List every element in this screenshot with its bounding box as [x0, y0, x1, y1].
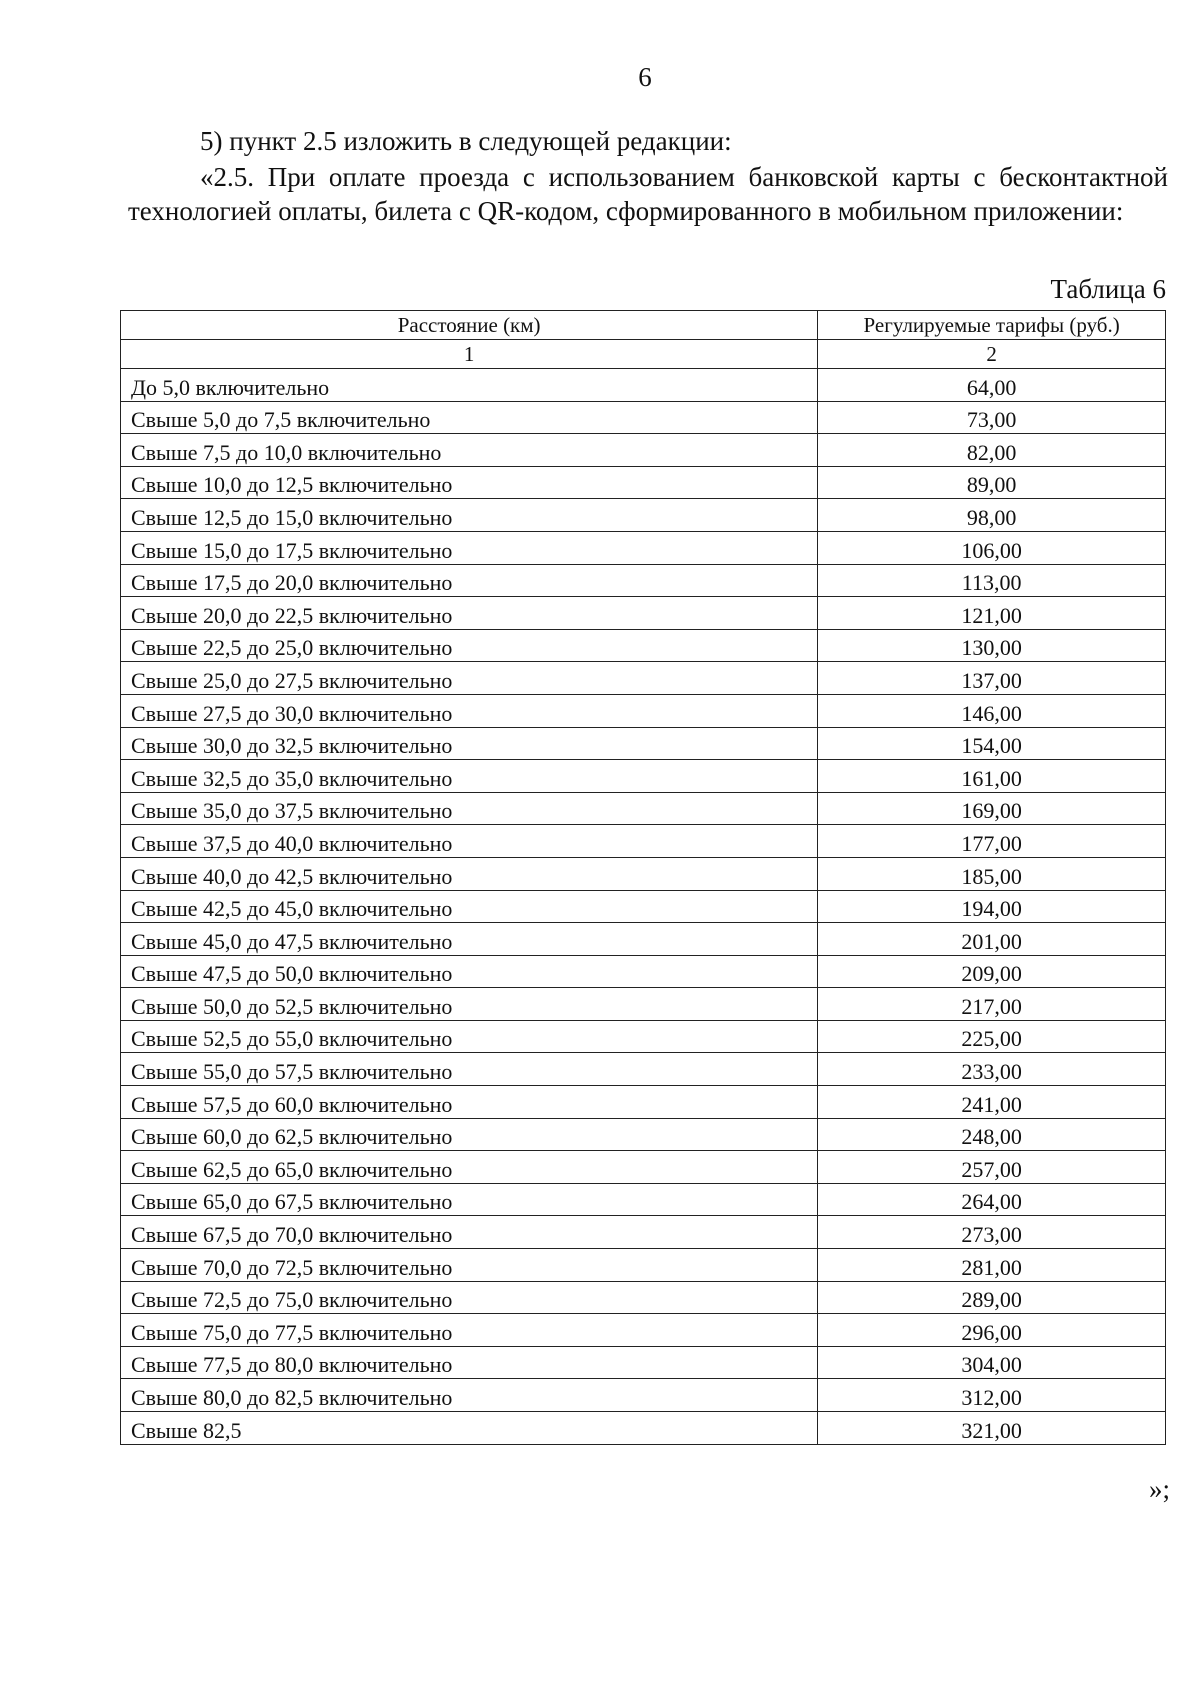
- distance-cell: Свыше 27,5 до 30,0 включительно: [121, 694, 818, 727]
- tariff-cell: 312,00: [818, 1379, 1166, 1412]
- distance-cell: Свыше 67,5 до 70,0 включительно: [121, 1216, 818, 1249]
- tariff-cell: 82,00: [818, 434, 1166, 467]
- table-row: [121, 1020, 1166, 1053]
- distance-cell: Свыше 22,5 до 25,0 включительно: [121, 629, 818, 662]
- distance-cell: Свыше 15,0 до 17,5 включительно: [121, 531, 818, 564]
- tariff-cell: 73,00: [818, 401, 1166, 434]
- distance-cell: Свыше 7,5 до 10,0 включительно: [121, 434, 818, 467]
- distance-cell: Свыше 35,0 до 37,5 включительно: [121, 792, 818, 825]
- column-number-row: [121, 340, 1166, 369]
- tariff-cell: 185,00: [818, 857, 1166, 890]
- tariff-cell: 64,00: [818, 369, 1166, 402]
- table-row: [121, 857, 1166, 890]
- table-body: [121, 369, 1166, 1445]
- table-row: [121, 1249, 1166, 1282]
- table-row: [121, 1151, 1166, 1184]
- distance-cell: Свыше 57,5 до 60,0 включительно: [121, 1086, 818, 1119]
- distance-cell: Свыше 25,0 до 27,5 включительно: [121, 662, 818, 695]
- tariff-cell: 201,00: [818, 923, 1166, 956]
- distance-cell: Свыше 55,0 до 57,5 включительно: [121, 1053, 818, 1086]
- table-row: [121, 1053, 1166, 1086]
- tariff-cell: 113,00: [818, 564, 1166, 597]
- table-row: [121, 825, 1166, 858]
- distance-cell: Свыше 75,0 до 77,5 включительно: [121, 1314, 818, 1347]
- tariff-cell: 233,00: [818, 1053, 1166, 1086]
- table-row: [121, 1118, 1166, 1151]
- table-header-row: [121, 311, 1166, 340]
- table-row: [121, 760, 1166, 793]
- table-row: [121, 1412, 1166, 1445]
- column-number-1: 1: [121, 340, 818, 369]
- tariff-cell: 248,00: [818, 1118, 1166, 1151]
- table-row: [121, 727, 1166, 760]
- tariff-cell: 98,00: [818, 499, 1166, 532]
- tariff-cell: 296,00: [818, 1314, 1166, 1347]
- table-row: [121, 531, 1166, 564]
- table-row: [121, 629, 1166, 662]
- closing-quote-mark: »;: [1148, 1474, 1170, 1504]
- tariff-cell: 273,00: [818, 1216, 1166, 1249]
- tariff-cell: 209,00: [818, 955, 1166, 988]
- table-row: [121, 662, 1166, 695]
- distance-cell: Свыше 5,0 до 7,5 включительно: [121, 401, 818, 434]
- tariff-cell: 106,00: [818, 531, 1166, 564]
- distance-cell: Свыше 42,5 до 45,0 включительно: [121, 890, 818, 923]
- table-row: [121, 1314, 1166, 1347]
- tariff-cell: 257,00: [818, 1151, 1166, 1184]
- quoted-clause-paragraph: «2.5. При оплате проезда с использованием банковской карты с бесконтактной технологией оплаты, билета с QR-кодом, сформированного в мобильном приложении:: [128, 162, 1168, 226]
- table-row: [121, 1216, 1166, 1249]
- tariff-cell: 161,00: [818, 760, 1166, 793]
- distance-cell: Свыше 82,5: [121, 1412, 818, 1445]
- distance-cell: Свыше 37,5 до 40,0 включительно: [121, 825, 818, 858]
- distance-cell: Свыше 17,5 до 20,0 включительно: [121, 564, 818, 597]
- tariff-cell: 304,00: [818, 1346, 1166, 1379]
- tariff-cell: 225,00: [818, 1020, 1166, 1053]
- distance-cell: Свыше 77,5 до 80,0 включительно: [121, 1346, 818, 1379]
- table-row: [121, 1379, 1166, 1412]
- tariff-table: [120, 310, 1166, 1445]
- tariff-cell: 154,00: [818, 727, 1166, 760]
- distance-cell: Свыше 50,0 до 52,5 включительно: [121, 988, 818, 1021]
- table-row: [121, 466, 1166, 499]
- tariff-cell: 289,00: [818, 1281, 1166, 1314]
- table-row: [121, 369, 1166, 402]
- distance-cell: Свыше 72,5 до 75,0 включительно: [121, 1281, 818, 1314]
- table-row: [121, 1281, 1166, 1314]
- table-row: [121, 694, 1166, 727]
- table-row: [121, 597, 1166, 630]
- table-row: [121, 401, 1166, 434]
- distance-cell: Свыше 80,0 до 82,5 включительно: [121, 1379, 818, 1412]
- tariff-cell: 241,00: [818, 1086, 1166, 1119]
- distance-cell: Свыше 20,0 до 22,5 включительно: [121, 597, 818, 630]
- table-row: [121, 1346, 1166, 1379]
- table-row: [121, 434, 1166, 467]
- distance-cell: Свыше 60,0 до 62,5 включительно: [121, 1118, 818, 1151]
- distance-cell: Свыше 32,5 до 35,0 включительно: [121, 760, 818, 793]
- distance-cell: Свыше 47,5 до 50,0 включительно: [121, 955, 818, 988]
- distance-cell: Свыше 65,0 до 67,5 включительно: [121, 1183, 818, 1216]
- distance-cell: Свыше 62,5 до 65,0 включительно: [121, 1151, 818, 1184]
- tariff-cell: 177,00: [818, 825, 1166, 858]
- table-caption: Таблица 6: [1050, 274, 1166, 304]
- distance-cell: Свыше 10,0 до 12,5 включительно: [121, 466, 818, 499]
- table-row: [121, 955, 1166, 988]
- tariff-cell: 169,00: [818, 792, 1166, 825]
- distance-cell: Свыше 52,5 до 55,0 включительно: [121, 1020, 818, 1053]
- distance-cell: До 5,0 включительно: [121, 369, 818, 402]
- tariff-cell: 146,00: [818, 694, 1166, 727]
- tariff-cell: 89,00: [818, 466, 1166, 499]
- table-row: [121, 1183, 1166, 1216]
- header-distance: Расстояние (км): [121, 311, 818, 340]
- table-row: [121, 499, 1166, 532]
- column-number-2: 2: [818, 340, 1166, 369]
- distance-cell: Свыше 40,0 до 42,5 включительно: [121, 857, 818, 890]
- tariff-cell: 264,00: [818, 1183, 1166, 1216]
- tariff-cell: 121,00: [818, 597, 1166, 630]
- tariff-cell: 137,00: [818, 662, 1166, 695]
- distance-cell: Свыше 12,5 до 15,0 включительно: [121, 499, 818, 532]
- tariff-cell: 321,00: [818, 1412, 1166, 1445]
- tariff-cell: 194,00: [818, 890, 1166, 923]
- table-row: [121, 564, 1166, 597]
- tariff-cell: 281,00: [818, 1249, 1166, 1282]
- page-number: 6: [638, 62, 652, 92]
- tariff-cell: 217,00: [818, 988, 1166, 1021]
- distance-cell: Свыше 30,0 до 32,5 включительно: [121, 727, 818, 760]
- header-tariff: Регулируемые тарифы (руб.): [818, 311, 1166, 340]
- distance-cell: Свыше 70,0 до 72,5 включительно: [121, 1249, 818, 1282]
- table-row: [121, 988, 1166, 1021]
- table-row: [121, 923, 1166, 956]
- table-row: [121, 890, 1166, 923]
- table-row: [121, 1086, 1166, 1119]
- amendment-item-line: 5) пункт 2.5 изложить в следующей редакции:: [200, 126, 732, 156]
- table-row: [121, 792, 1166, 825]
- distance-cell: Свыше 45,0 до 47,5 включительно: [121, 923, 818, 956]
- tariff-cell: 130,00: [818, 629, 1166, 662]
